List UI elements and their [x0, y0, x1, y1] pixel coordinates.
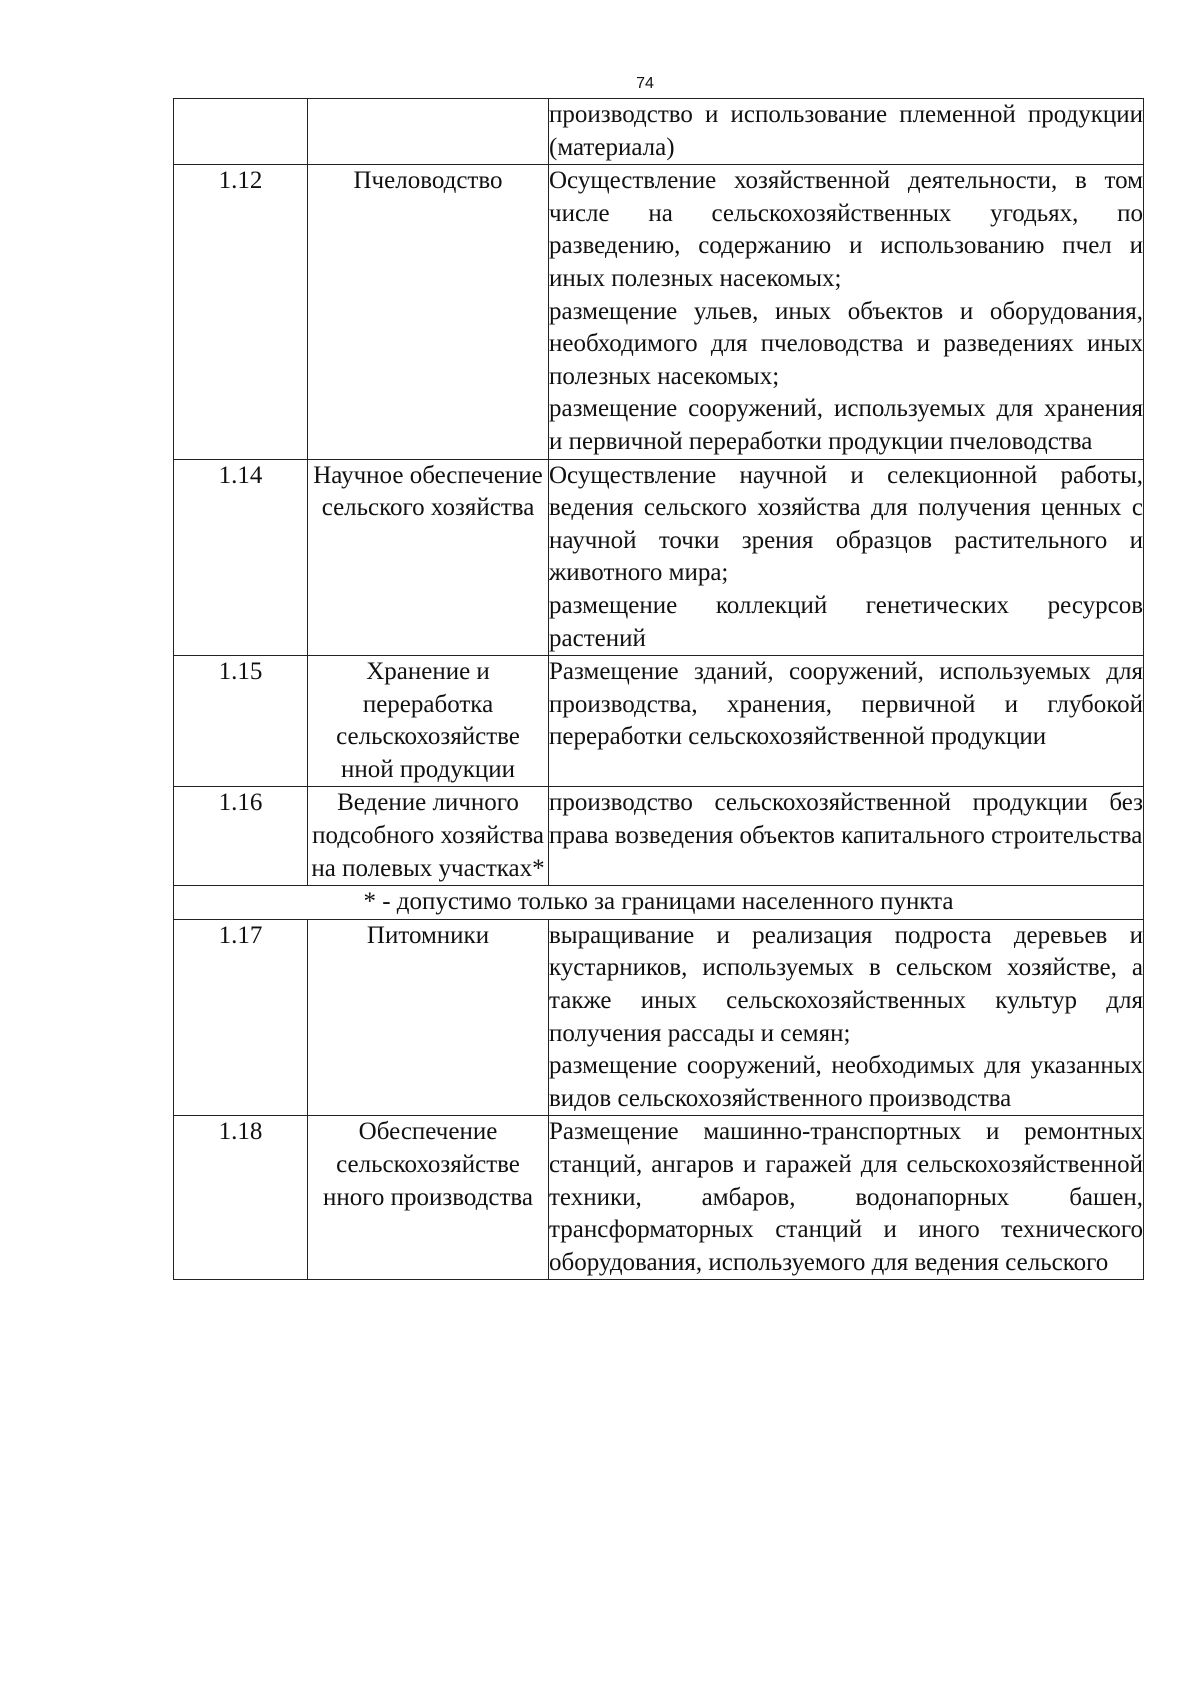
description-paragraph: размещение коллекций генетических ресурсов растений [549, 591, 1143, 652]
table-row [174, 99, 1144, 165]
description-paragraph: производство и использование племенной продукции (материала) [549, 101, 1143, 161]
table-row [174, 787, 1144, 886]
table-row [174, 919, 1144, 1116]
table-note: * - допустимо только за границами населенного пункта [174, 886, 1144, 920]
table-row [174, 459, 1144, 656]
description-paragraph: размещение ульев, иных объектов и оборудования, необходимого для пчеловодства и разведениях иных полезных насекомых; [549, 297, 1143, 390]
description-paragraph: Осуществление хозяйственной деятельности, в том числе на сельскохозяйственных угодьях, по разведению, содержанию и использованию пчел и иных полезных насекомых; [549, 167, 1143, 292]
row-code: 1.16 [174, 787, 308, 886]
row-name: Питомники [308, 919, 549, 1116]
row-code: 1.12 [174, 165, 308, 459]
row-code: 1.14 [174, 459, 308, 656]
row-description [549, 459, 1144, 656]
row-name: Обеспечение сельскохозяйстве нного производства [308, 1116, 549, 1280]
row-description [549, 165, 1144, 459]
land-use-table [173, 98, 1144, 1280]
description-paragraph: производство сельскохозяйственной продукции без права возведения объектов капитального строительства [549, 789, 1143, 850]
row-code [174, 99, 308, 165]
row-name [308, 99, 549, 165]
description-paragraph: Размещение зданий, сооружений, используемых для производства, хранения, первичной и глубокой переработки сельскохозяйственной продукции [549, 658, 1143, 751]
description-paragraph: выращивание и реализация подроста деревьев и кустарников, используемых в сельском хозяйстве, а также иных сельскохозяйственных культур для получения рассады и семян; [549, 921, 1143, 1047]
row-name: Ведение личного подсобного хозяйства на полевых участках* [308, 787, 549, 886]
row-name: Хранение и переработка сельскохозяйстве нной продукции [308, 656, 549, 787]
row-name: Пчеловодство [308, 165, 549, 459]
row-description [549, 99, 1144, 165]
row-code: 1.18 [174, 1116, 308, 1280]
table-row [174, 1116, 1144, 1280]
table-row [174, 656, 1144, 787]
row-code: 1.17 [174, 919, 308, 1116]
row-description [549, 787, 1144, 886]
table-row [174, 165, 1144, 459]
description-paragraph: Размещение машинно-транспортных и ремонтных станций, ангаров и гаражей для сельскохозяйственной техники, амбаров, водонапорных башен, трансформаторных станций и иного технического оборудования, используемого для ведения сельского [549, 1118, 1143, 1276]
description-paragraph: Осуществление научной и селекционной работы, ведения сельского хозяйства для получения ценных с научной точки зрения образцов растительного и животного мира; [549, 461, 1143, 587]
description-paragraph: размещение сооружений, используемых для хранения и первичной переработки продукции пчеловодства [549, 395, 1143, 455]
description-paragraph: размещение сооружений, необходимых для указанных видов сельскохозяйственного производства [549, 1052, 1143, 1112]
table-note-row [174, 886, 1144, 920]
row-name: Научное обеспечение сельского хозяйства [308, 459, 549, 656]
row-description [549, 919, 1144, 1116]
row-description [549, 1116, 1144, 1280]
row-code: 1.15 [174, 656, 308, 787]
page-number: 74 [636, 75, 654, 92]
row-description [549, 656, 1144, 787]
